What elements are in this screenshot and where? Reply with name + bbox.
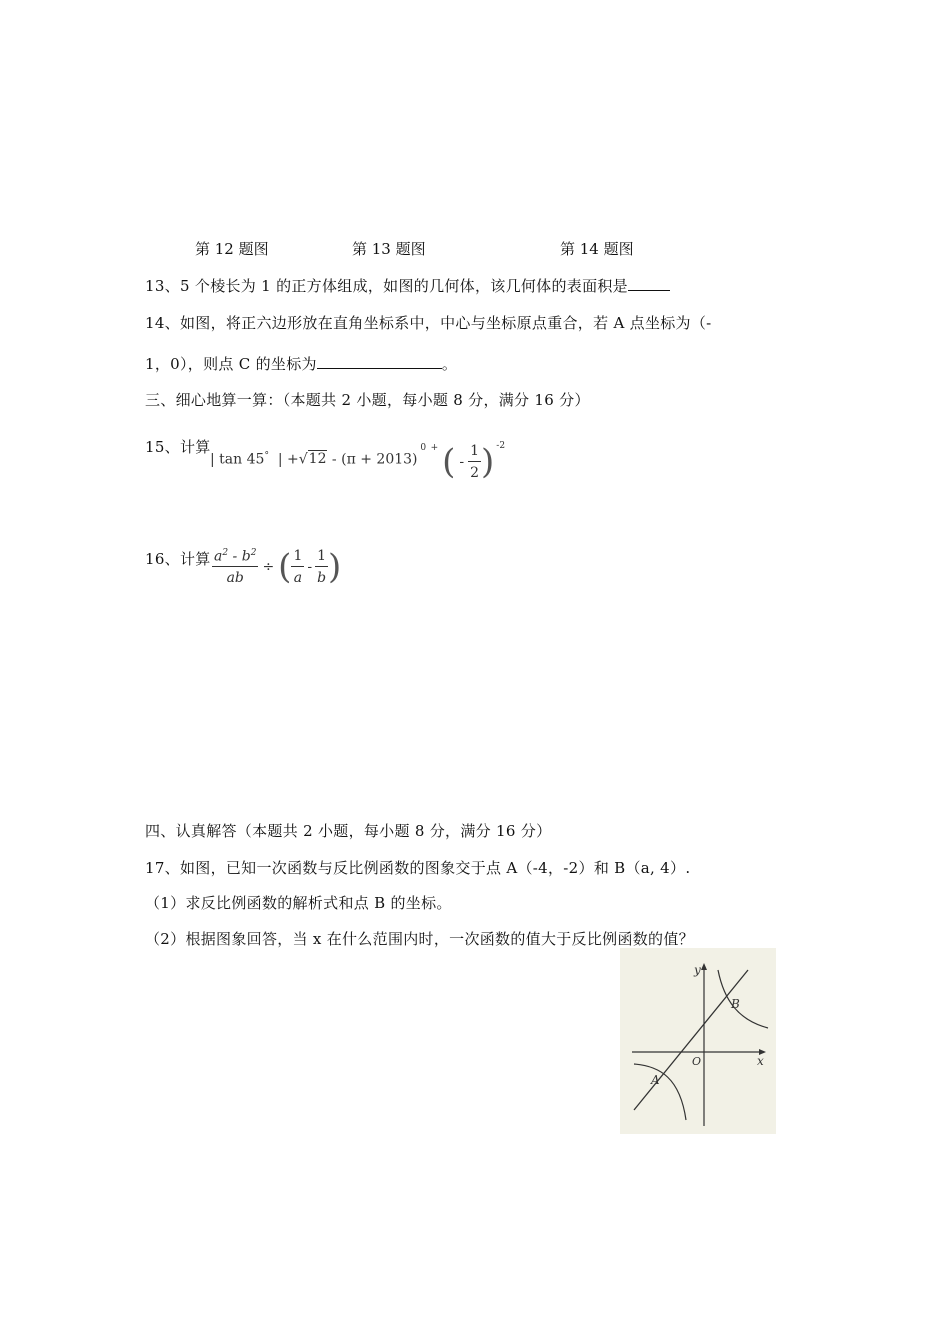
caption-fig12: 第 12 题图 — [195, 240, 269, 258]
num-a: a — [214, 548, 223, 565]
y-label: y — [694, 963, 701, 977]
caption-fig14: 第 14 题图 — [560, 240, 634, 258]
fraction-numerator: 1 — [468, 444, 481, 462]
question-15-expression: | tan 45° | +√12 - (π + 2013) $^0$ + ( - $\frac{1}{2}$ ) $^{-2}$ — [210, 441, 506, 482]
fraction-a2-b2-over-ab: $\frac{a^2 - b^2}{ab}$ — [214, 547, 257, 587]
sqrt-radicand: 12 — [308, 451, 327, 468]
frac-b-num: 1 — [315, 549, 328, 567]
divide-sign: ÷ — [262, 559, 275, 575]
section-3-heading: 三、细心地算一算：（本题共 2 小题，每小题 8 分，满分 16 分） — [145, 391, 590, 409]
tan-term: tan 45 — [219, 451, 265, 468]
question-16-expression: $\frac{a^2 - b^2}{ab}$ ÷ ( $\frac{1}{a}$ - $\frac{1}{b}$ ) — [214, 547, 342, 587]
caption-fig13: 第 13 题图 — [352, 240, 426, 258]
hyperbola-branch-3 — [634, 1064, 686, 1120]
fraction-one-over-b — [315, 549, 328, 585]
question-14-text: 1，0），则点 C 的坐标为 — [145, 355, 317, 373]
y-axis-arrow — [701, 963, 707, 970]
den-ab: ab — [226, 570, 244, 587]
origin-label: O — [692, 1055, 702, 1068]
question-13-text: 13、5 个棱长为 1 的正方体组成，如图的几何体，该几何体的表面积是 — [145, 277, 628, 295]
neg-sign: - — [459, 454, 465, 470]
question-14-line2 — [145, 353, 457, 374]
num-a-exp: 2 — [222, 547, 229, 558]
fraction-denominator: 2 — [470, 465, 480, 481]
exponent: -2 — [496, 441, 506, 451]
num-b: b — [241, 548, 251, 565]
section-4-heading: 四、认真解答（本题共 2 小题，每小题 8 分，满分 16 分） — [145, 822, 552, 840]
function-graph-figure — [620, 948, 776, 1134]
frac-a-num: 1 — [291, 549, 304, 567]
num-b-exp: 2 — [250, 547, 257, 558]
question-16-label: 16、计算 — [145, 550, 211, 568]
fraction-one-half — [468, 444, 481, 480]
frac-a-den: a — [293, 570, 303, 586]
function-graph — [620, 948, 776, 1134]
pi-term: (π + 2013) — [341, 451, 418, 468]
question-13 — [145, 275, 670, 296]
linear-function-line — [634, 970, 748, 1110]
answer-blank-13 — [628, 276, 670, 291]
question-14-line1: 14、如图，将正六边形放在直角坐标系中，中心与坐标原点重合，若 A 点坐标为（- — [145, 314, 712, 332]
question-17-part1: （1）求反比例函数的解析式和点 B 的坐标。 — [145, 894, 452, 912]
question-15-label: 15、计算 — [145, 438, 211, 456]
x-label: x — [757, 1054, 764, 1068]
answer-blank-14 — [317, 354, 442, 369]
frac-b-den: b — [317, 570, 327, 586]
question-17-stem: 17、如图，已知一次函数与反比例函数的图象交于点 A（-4，-2）和 B（a, 4）. — [145, 859, 691, 877]
question-17-part2: （2）根据图象回答，当 x 在什么范围内时，一次函数的值大于反比例函数的值？ — [145, 930, 694, 948]
hyperbola-branch-1 — [718, 970, 768, 1028]
point-b-label: B — [731, 997, 740, 1011]
fraction-one-over-a — [291, 549, 304, 585]
question-14-end: 。 — [441, 355, 458, 373]
point-a-label: A — [651, 1073, 660, 1087]
